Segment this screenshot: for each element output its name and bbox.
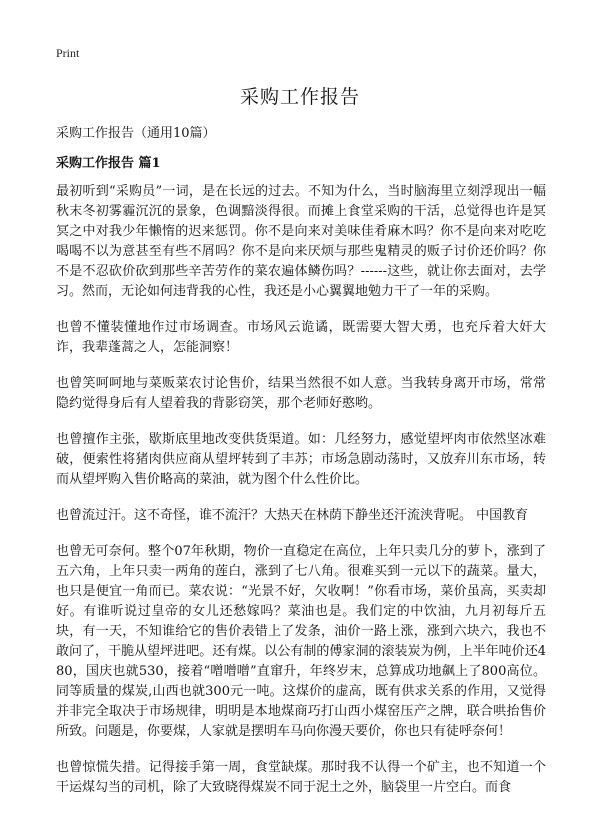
paragraph-4: 也曾擅作主张，歇斯底里地改变供货渠道。如：几经努力，感觉望坪肉市依然坚冰难破，便索性将猪肉供应商从望坪转到了丰苏；市场急剧动荡时，又放弃川东市场，转而从望坪购入售价略高的菜油，就为图个什么性价比。 — [56, 432, 546, 487]
paragraph-1: 最初听到“采购员”一词，是在长远的过去。不知为什么，当时脑海里立刻浮现出一幅秋末冬初雾霾沉沉的景象，色调黯淡得很。而摊上食堂采购的干活，总觉得也许是冥冥之中对我少年懒惰的迟来惩罚。你不是向来对美味佳肴麻木吗？你不是向来对吃吃喝喝不以为意甚至有些不屑吗？你不是向来厌烦与那些鬼精灵的贩子讨价还价吗？你不是不忍砍价砍到那些辛苦劳作的菜农遍体鳞伤吗？------这些，就让你去面对，去学习。然而，无论如何违背我的心性，我还是小心翼翼地勉力干了一年的采购。 — [56, 184, 546, 299]
paragraph-3: 也曾笑呵呵地与菜贩菜农讨论售价，结果当然很不如人意。当我转身离开市场，常常隐约觉得身后有人望着我的背影窃笑，那个老师好憨哟。 — [56, 376, 546, 411]
paragraph-7: 也曾惊慌失措。记得接手第一周，食堂缺煤。那时我不认得一个矿主，也不知道一个干运煤勾当的司机，除了大致晓得煤炭不同于泥土之外，脑袋里一片空白。而食 — [56, 760, 546, 795]
paragraph-5: 也曾流过汗。这不奇怪，谁不流汗？大热天在林荫下静坐还汗流浃背呢。 中国教育 — [56, 508, 529, 523]
document-body — [56, 182, 546, 814]
paragraph-6: 也曾无可奈何。整个07年秋期，物价一直稳定在高位，上年只卖几分的萝卜，涨到了五六角，上年只卖一两角的莲白，涨到了七八角。很难买到一元以下的蔬菜。量大，也只是便宜一角而已。菜农说：“光景不好，欠收啊！”你看市场，菜价虽高，买卖却好。有谁听说过皇帝的女儿还愁嫁吗？菜油也是。我们定的中饮油，九月初每斤五块，有一天，不知谁给它的售价表错上了发条，油价一路上涨，涨到六块六，我也不敢问了，干脆从望坪进吧。还有煤。以公有制的傅家洞的滚装炭为例，上半年吨价还480，国庆也就530，接着“噌噌噌”直窜升，年终岁末，总算成功地飙上了800高位。同等质量的煤炭,山西也就300元一吨。这煤价的虚高，既有供求关系的作用，又觉得并非完全取决于市场规律，明明是本地煤商巧打山西小煤窑压产之牌，联合哄抬售价所致。问题是，你要煤，人家就是摆明车马向你漫天要价，你也只有徒呼奈何！ — [56, 544, 546, 739]
paragraph-2: 也曾不懂装懂地作过市场调查。市场风云诡谲，既需要大智大勇，也充斥着大奸大诈，我辈蓬蒿之人，怎能洞察！ — [56, 320, 546, 355]
print-label: Print — [56, 46, 80, 60]
document-subtitle: 采购工作报告（通用10篇） — [56, 126, 216, 141]
document-title: 采购工作报告 — [239, 86, 360, 108]
section-heading: 采购工作报告 篇1 — [56, 156, 161, 171]
